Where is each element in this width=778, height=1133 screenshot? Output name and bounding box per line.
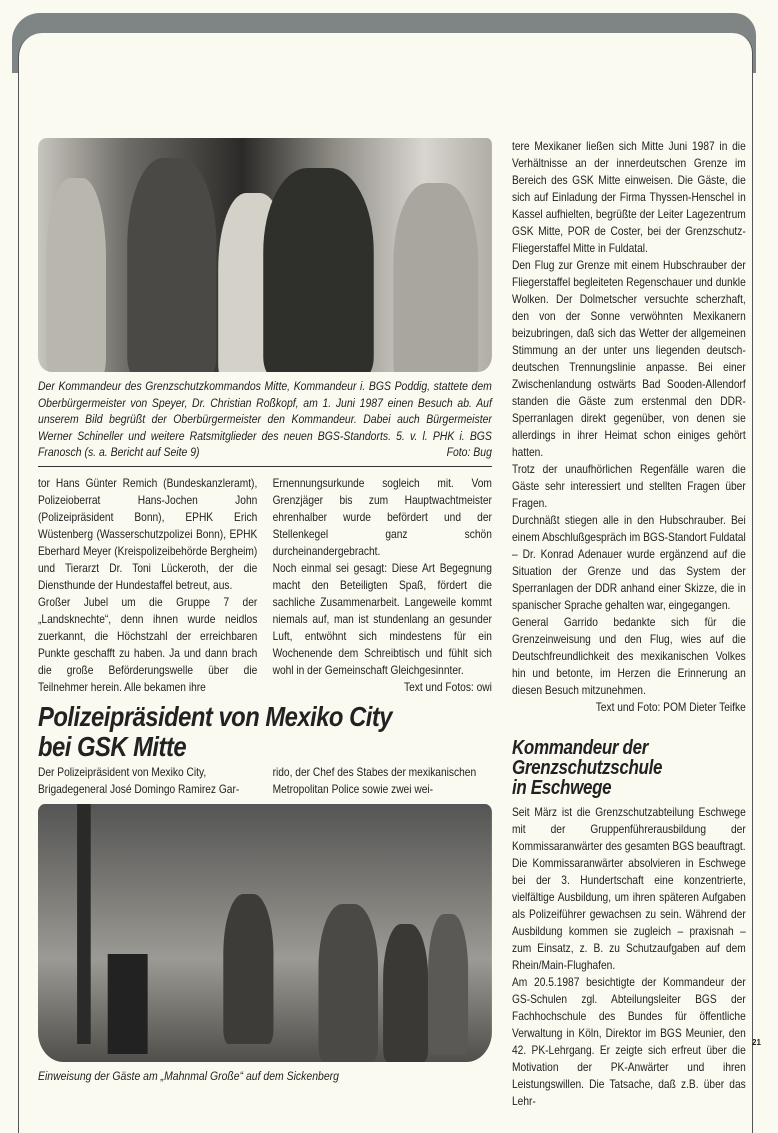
article3-headline	[512, 738, 746, 798]
caption-text: Der Kommandeur des Grenzschutzkommandos Mitte, Kommandeur i. BGS Poddig, stattete dem Oberbürgermeister von Speyer, Dr. Christian Roßkopf, am 1. Juni 1987 einen Besuch ab. Auf unserem Bild begrüßt der Oberbürgermeister den Kommandeur. Dabei auch Bürgermeister Werner Schineller und weitere Ratsmitglieder des neuen BGS-Standorts. 5. v. l. PHK i. BGS Franosch (s. a. Bericht auf Seite 9)	[38, 379, 492, 459]
photo-credit: Foto: Bug	[446, 445, 492, 459]
headline-line: bei GSK Mitte	[38, 730, 187, 762]
headline-line: Kommandeur der	[512, 737, 648, 759]
paragraph: tor Hans Günter Remich (Bundeskanzleramt), Polizeioberrat Hans-Jochen John (Polizeipräsident Bonn), EPHK Erich Wüstenberg (Wasserschutzpolizei Bonn), EPHK Eberhard Meyer (Kreispolizeibehörde Bergheim) und Tierarzt Dr. Toni Lückeroth, der die Diensthunde der Hundestaffel betreut, aus.	[38, 475, 258, 592]
photo1-caption	[38, 378, 492, 461]
paragraph: Die Kommissaranwärter absolvieren in Eschwege bei der 3. Hundertschaft eine konzentrierte, vielfältige Ausbildung, um ihren späteren Aufgaben als Polizeiführer gewachsen zu sein. Während der Ausbildung kommen sie zugleich – praxisnah – zum Einsatz, z. B. zu Schutzaufgaben auf dem Rhein/Main-Flughafen.	[512, 856, 746, 972]
paragraph: Der Polizeipräsident von Mexiko City, Brigadegeneral José Domingo Ramirez Gar-	[38, 764, 240, 796]
article1-columns	[38, 475, 492, 696]
article2-right-column	[512, 138, 746, 716]
article-credit: Text und Foto: POM Dieter Teifke	[595, 700, 746, 714]
headline-line: in Eschwege	[512, 777, 612, 799]
paragraph: tere Mexikaner ließen sich Mitte Juni 1987 in die Verhältnisse an der innerdeutschen Grenze im Bereich des GSK Mitte einweisen. Die Gäste, die sich auf Einladung der Firma Thyssen-Henschel in Kassel aufhielten, begrüßte der Leiter Lagezentrum GSK Mitte, POR de Coster, bei der Grenzschutz-Fliegerstaffel Mitte in Fuldatal.	[512, 139, 746, 255]
paragraph: General Garrido bedankte sich für die Grenzeinweisung und den Flug, wies auf die Deutschfreundlichkeit des mexikanischen Volkes hin und betonte, im Herzen die Erinnerung an diesen Besuch mitzunehmen.	[512, 615, 746, 697]
paragraph: rido, der Chef des Stabes der mexikanischen Metropolitan Police sowie zwei wei-	[272, 764, 477, 796]
article2-intro-col2	[273, 764, 492, 798]
article3-body	[512, 804, 746, 1110]
divider	[38, 466, 492, 467]
paragraph: Am 20.5.1987 besichtigte der Kommandeur der GS-Schulen zgl. Abteilungsleiter BGS der Fachhochschule des Bundes für öffentliche Verwaltung in Köln, Direktor im BGS Meunier, den 42. PK-Lehrgang. Er zeigte sich erfreut über die Motivation der PK-Anwärter und ihren Leistungswillen. Die Tatsache, daß z.B. über das Lehr-	[512, 975, 746, 1108]
left-content-area	[38, 138, 492, 1084]
photo-mayor-greeting-commander	[38, 138, 492, 372]
paragraph: Trotz der unaufhörlichen Regenfälle waren die Gäste sehr interessiert und stellten Fragen über Fragen.	[512, 462, 746, 510]
article-credit: Text und Fotos: owi	[404, 679, 492, 694]
article2-headline	[38, 702, 492, 762]
headline-line: Polizeipräsident von Mexiko City	[38, 700, 392, 732]
right-content-area	[512, 138, 746, 1110]
article1-column1	[38, 475, 257, 696]
page-number: 21	[752, 1038, 761, 1047]
photo2-caption	[38, 1068, 492, 1085]
photo-memorial-sickenberg	[38, 804, 492, 1062]
paragraph: Durchnäßt stiegen alle in den Hubschrauber. Bei einem Abschlußgespräch im BGS-Standort Fuldatal – Dr. Konrad Adenauer wurde ergänzend auf die Situation der Grenze und das System der Sperranlagen der DDR anhand einer Skizze, die in spanischer Sprache gehalten war, eingegangen.	[512, 513, 746, 612]
article2-intro	[38, 764, 492, 798]
headline-line: Grenzschutzschule	[512, 757, 663, 779]
caption-text: Einweisung der Gäste am „Mahnmal Große“ auf dem Sickenberg	[38, 1068, 339, 1083]
paragraph: Den Flug zur Grenze mit einem Hubschrauber der Fliegerstaffel begleiteten Regenschauer und dunkle Wolken. Der Dolmetscher versuchte scherzhaft, den von der Sonne verwöhnten Mexikanern beizubringen, daß sich das Wetter der allgemeinen Stimmung an der unter uns liegenden deutsch-deutschen Trennungslinie anpasse. Bei einer Zwischenlandung ostwärts Bad Sooden-Allendorf standen die Gäste zum erstenmal den DDR-Sperranlagen direkt gegenüber, von denen sie allerdings in ihrer Heimat schon einiges gehört hatten.	[512, 258, 746, 459]
paragraph: Seit März ist die Grenzschutzabteilung Eschwege mit der Gruppenführerausbildung der Kommissaranwärter des gesamten BGS beauftragt.	[512, 805, 746, 853]
article2-intro-col1	[38, 764, 257, 798]
paragraph: Ernennungsurkunde sogleich mit. Vom Grenzjäger bis zum Hauptwachtmeister ehrenhalber wurde befördert und der Stellenkegel ganz schön durcheinandergebracht.	[272, 475, 492, 558]
article1-column2	[273, 475, 492, 696]
paragraph: Noch einmal sei gesagt: Diese Art Begegnung macht den Beteiligten Spaß, fördert die sachliche Zusammenarbeit. Langeweile kommt niemals auf, man ist stundenlang an gesunder Luft, entwöhnt sich mindestens für ein Wochenende dem Schreibtisch und fühlt sich wohl in der Gemeinschaft Gleichgesinnter.	[272, 560, 492, 677]
paragraph: Großer Jubel um die Gruppe 7 der „Landsknechte“, denn ihnen wurde neidlos zuerkannt, die Höchstzahl der erreichbaren Punkte geschafft zu haben. Ja und dann brach die große Beförderungswelle über die Teilnehmer herein. Alle bekamen ihre	[38, 594, 258, 694]
